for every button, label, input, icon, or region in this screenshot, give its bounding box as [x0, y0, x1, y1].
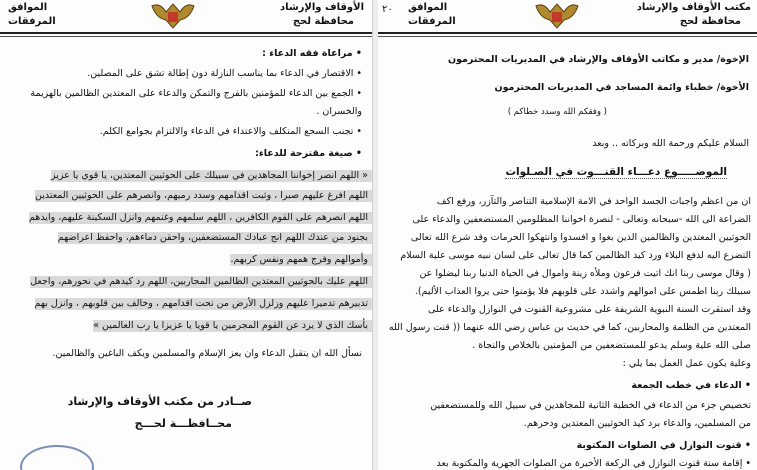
section-heading-friday-sermon: • الدعاء في خطب الجمعة	[631, 380, 751, 391]
dua-line: اللهم عليك بالحوثيين المعتدين الظالمين المحاربين، اللهم رد كيدهم في نحورهم، واجعل	[30, 276, 372, 288]
closing-line: نسأل الله ان يتقبل الدعاء وان يعز الإسلام والمسلمين ويكف الباغين والظالمين.	[52, 348, 362, 359]
body-line: تخصيص جزء من الدعاء في الخطبة الثانية للمجاهدين في سبيل الله وللمستضعفين	[430, 400, 751, 411]
letterhead	[0, 0, 372, 42]
governorate-name: محافظة لحج	[292, 16, 354, 27]
issuer-office: صــادر من مكتب الأوقاف والإرشاد	[67, 395, 252, 408]
section-heading-dua-etiquette: • مراعاة فقه الدعاء :	[262, 48, 362, 59]
bullet-line: • الجمع بين الدعاء للمؤمنين بالفرج والتمكن والدعاء على المعتدين الظالمين بالهزيمة	[30, 88, 362, 99]
date-fragment: ٢٠	[382, 4, 393, 15]
body-line: من المسلمين، والدعاء برد كيد الحوثيين المعتدين ودحرهم.	[523, 418, 751, 429]
subject-line: الموضـــــوع دعـــاء القنـــوت في الصـلوات	[505, 166, 727, 178]
letter-page-continuation	[0, 0, 373, 470]
salutation: السلام عليكم ورحمة الله وبركاته .. وبعد	[592, 138, 749, 149]
body-line: الضراعة الى الله -سبحانه وتعالى - لنصرة اخواننا المظلومين المستضعفين والدعاء على	[412, 214, 751, 225]
dua-line: اللهم انصرهم على القوم الكافرين ، اللهم سلمهم وغنمهم وانزل السكينة عليهم، وايدهم	[29, 212, 372, 224]
eagle-emblem-icon	[534, 0, 580, 30]
letterhead	[378, 0, 757, 42]
governorate-name: محافظة لحج	[679, 16, 741, 27]
dua-line: بجنود من عندك اللهم انج عبادك المستضعفين، واحقن دماءهم، واحفظ اعراضهم	[58, 232, 372, 244]
body-line: صلى الله علية وسلم يدعو للمستضعفين من المؤمنين بالخلاص والنجاة .	[472, 340, 751, 351]
body-line: • إقامة سنة قنوت النوازل في الركعة الأخيرة من الصلوات الجهرية والمكتوبة بعد	[436, 458, 751, 469]
dua-line: تدبيرهم تدميرا عليهم وزلزل الأرض من تحت اقدامهم ، وخالف بين قلوبهم ، وانزل بهم	[35, 298, 372, 310]
dua-line: وأموالهم وفرج همهم ونفس كربهم.	[230, 254, 372, 266]
body-line: وعلية يكون عمل العمل بما يلي :	[622, 358, 751, 369]
date-label: الموافق	[8, 2, 48, 13]
dua-line: « اللهم انصر إخواننا المجاهدين في سبيلك على الحوثيين المعتدين، يا قوي يا عزيز	[51, 170, 372, 182]
body-line: سبيلك ربنا اطمس على اموالهم واشدد على قلوبهم فلا يؤمنوا حتى يروا العذاب الأليم).	[414, 286, 751, 297]
greeting-blessing: ( وفقكم الله وسدد خطاكم )	[507, 107, 607, 117]
date-label: الموافق	[408, 2, 448, 13]
bullet-line: • تجنب السجع المتكلف والاعتداء في الدعاء والالتزام بجوامع الكلم.	[99, 126, 362, 137]
official-stamp	[20, 445, 94, 470]
body-line: المعتدين من الظلمة والمحاربين، كما في حديث بن عباس رضي الله عنهما (( قنت رسول الله	[388, 322, 751, 333]
body-line: وقد استقرت السنة النبوية الشريفة على مشروعية القنوت في النوازل والدعاء على	[427, 304, 751, 315]
letter-page-first	[378, 0, 757, 470]
attachments-label: المرفقات	[408, 16, 456, 27]
body-line: ان من اعظم واجبات الجسد الواحد في الامة الإسلامية التناصر والتآزر، ورفع اكف	[436, 196, 751, 207]
dua-line: بأسك الذي لا يرد عن القوم المجرمين يا قويا يا عزيزا يا رب العالمين »	[93, 320, 372, 332]
section-heading-qunut: • قنوت النوازل في الصلوات المكتوبة	[576, 440, 751, 451]
attachments-label: المرفقات	[8, 16, 56, 27]
office-name: مكتب الأوقاف والإرشاد	[636, 2, 751, 13]
body-line: الحوثيين المعتدين والظالمين الذين بغوا و افسدوا وانتهكوا الحرمات وقد شرع الله تعالى	[410, 232, 751, 243]
body-line: ( وقال موسى ربنا انك اتيت فرعون وملأه زينة واموال في الحياة الدنيا ربنا ليضلوا عن	[419, 268, 751, 279]
section-heading-proposed-dua: • صيغة مقترحة للدعاء:	[255, 148, 362, 159]
bullet-line: • الاقتصار في الدعاء بما يناسب النازلة دون إطالة تشق على المصلين.	[87, 68, 362, 79]
issuer-governorate: محــافظـــة لحـــج	[134, 417, 232, 430]
addressee-line: الأخوة/ خطباء وائمة المساجد في المديريات المحترمون	[494, 82, 749, 93]
addressee-line: الإخوة/ مدير و مكاتب الأوقاف والإرشاد في المديريات المحترمون	[447, 54, 749, 65]
bullet-line-cont: والخسران .	[316, 106, 362, 117]
office-name: الأوقاف والإرشاد	[279, 2, 364, 13]
dua-line: اللهم افرغ عليهم صبرا ، وثبت اقدامهم وسدد رميهم، وانصرهم على الحوثيين المعتدين	[35, 190, 372, 202]
eagle-emblem-icon	[150, 0, 196, 30]
body-line: التضرع اليه لدفع البلاء ورد كيد الظالمين كما قال تعالى على لسان نبيه موسى علية السلام	[400, 250, 751, 261]
